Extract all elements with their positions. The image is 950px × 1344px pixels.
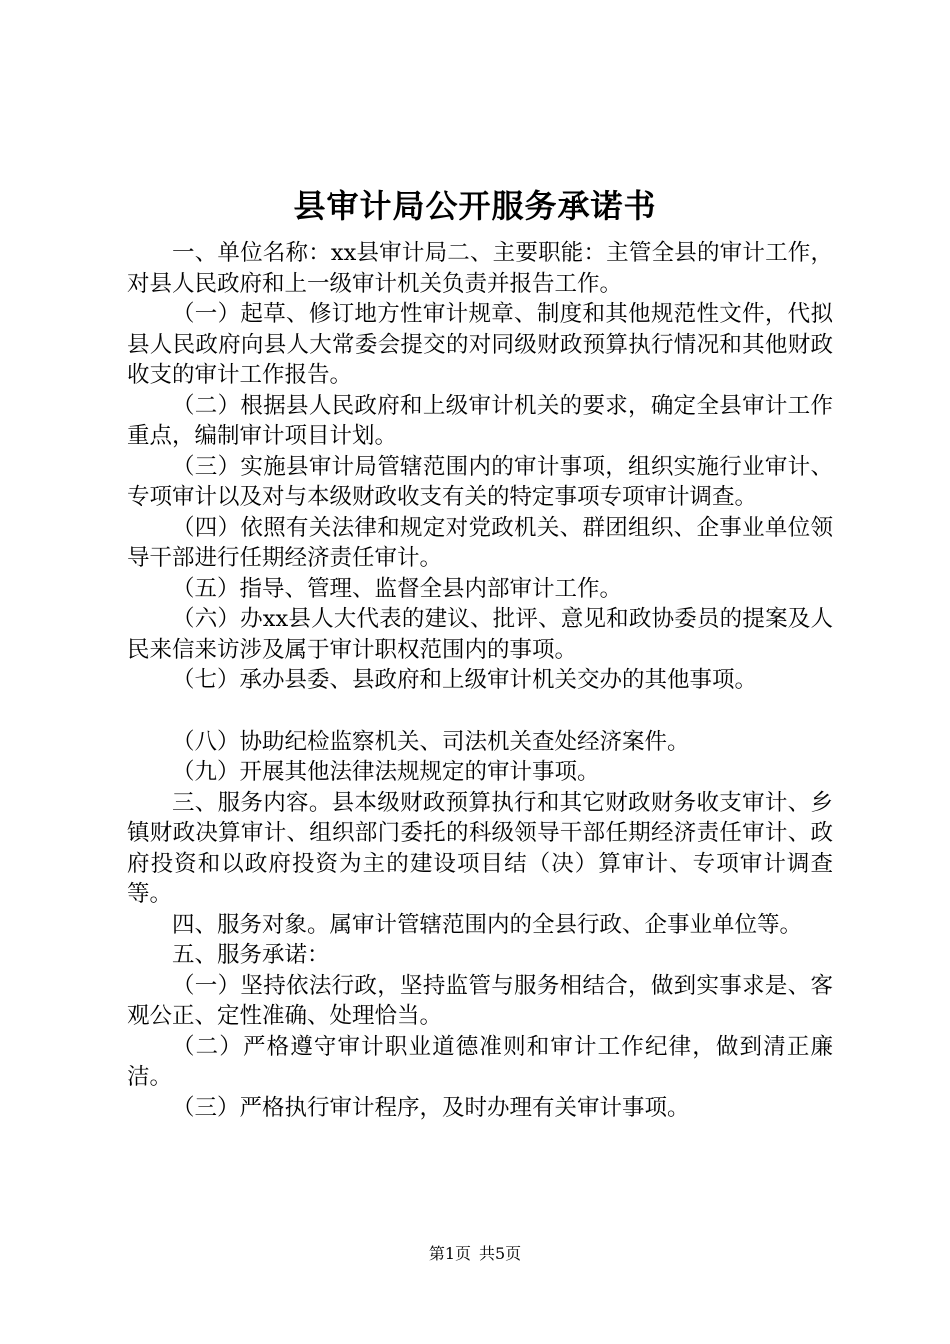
paragraph-function-8: （八）协助纪检监察机关、司法机关查处经济案件。 [172, 728, 690, 755]
paragraph-unit-name-functions: 一、单位名称：xx县审计局二、主要职能：主管全县的审计工作，对县人民政府和上一级审计机关负责并报告工作。 [127, 240, 833, 297]
page-number: 第1页 [428, 1244, 471, 1263]
page-footer [0, 1244, 950, 1264]
paragraph-function-2: （二）根据县人民政府和上级审计机关的要求，确定全县审计工作重点，编制审计项目计划。 [127, 392, 833, 449]
page-total: 共5页 [479, 1244, 522, 1263]
paragraph-function-9: （九）开展其他法律法规规定的审计事项。 [172, 759, 600, 785]
paragraph-service-commitment-heading: 五、服务承诺： [172, 942, 330, 968]
paragraph-commitment-1: （一）坚持依法行政，坚持监管与服务相结合，做到实事求是、客观公正、定性准确、处理恰当。 [127, 972, 833, 1029]
paragraph-commitment-2: （二）严格遵守审计职业道德准则和审计工作纪律，做到清正廉洁。 [127, 1033, 833, 1090]
paragraph-function-7: （七）承办县委、县政府和上级审计机关交办的其他事项。 [172, 667, 758, 693]
paragraph-service-targets: 四、服务对象。属审计管辖范围内的全县行政、企事业单位等。 [172, 911, 803, 938]
paragraph-function-4: （四）依照有关法律和规定对党政机关、群团组织、企事业单位领导干部进行任期经济责任审计。 [127, 514, 833, 571]
paragraph-function-1: （一）起草、修订地方性审计规章、制度和其他规范性文件，代拟县人民政府向县人大常委会提交的对同级财政预算执行情况和其他财政收支的审计工作报告。 [127, 301, 833, 388]
paragraph-function-5: （五）指导、管理、监督全县内部审计工作。 [172, 575, 623, 602]
paragraph-function-3: （三）实施县审计局管辖范围内的审计事项，组织实施行业审计、专项审计以及对与本级财政收支有关的特定事项专项审计调查。 [127, 453, 833, 510]
document-body [127, 238, 833, 1123]
document-title: 县审计局公开服务承诺书 [293, 187, 657, 225]
paragraph-commitment-3: （三）严格执行审计程序，及时办理有关审计事项。 [172, 1094, 690, 1121]
paragraph-service-content: 三、服务内容。县本级财政预算执行和其它财政财务收支审计、乡镇财政决算审计、组织部门委托的科级领导干部任期经济责任审计、政府投资和以政府投资为主的建设项目结（决）算审计、专项审计调查等。 [127, 789, 833, 907]
paragraph-function-6: （六）办xx县人大代表的建议、批评、意见和政协委员的提案及人民来信来访涉及属于审计职权范围内的事项。 [127, 606, 833, 663]
